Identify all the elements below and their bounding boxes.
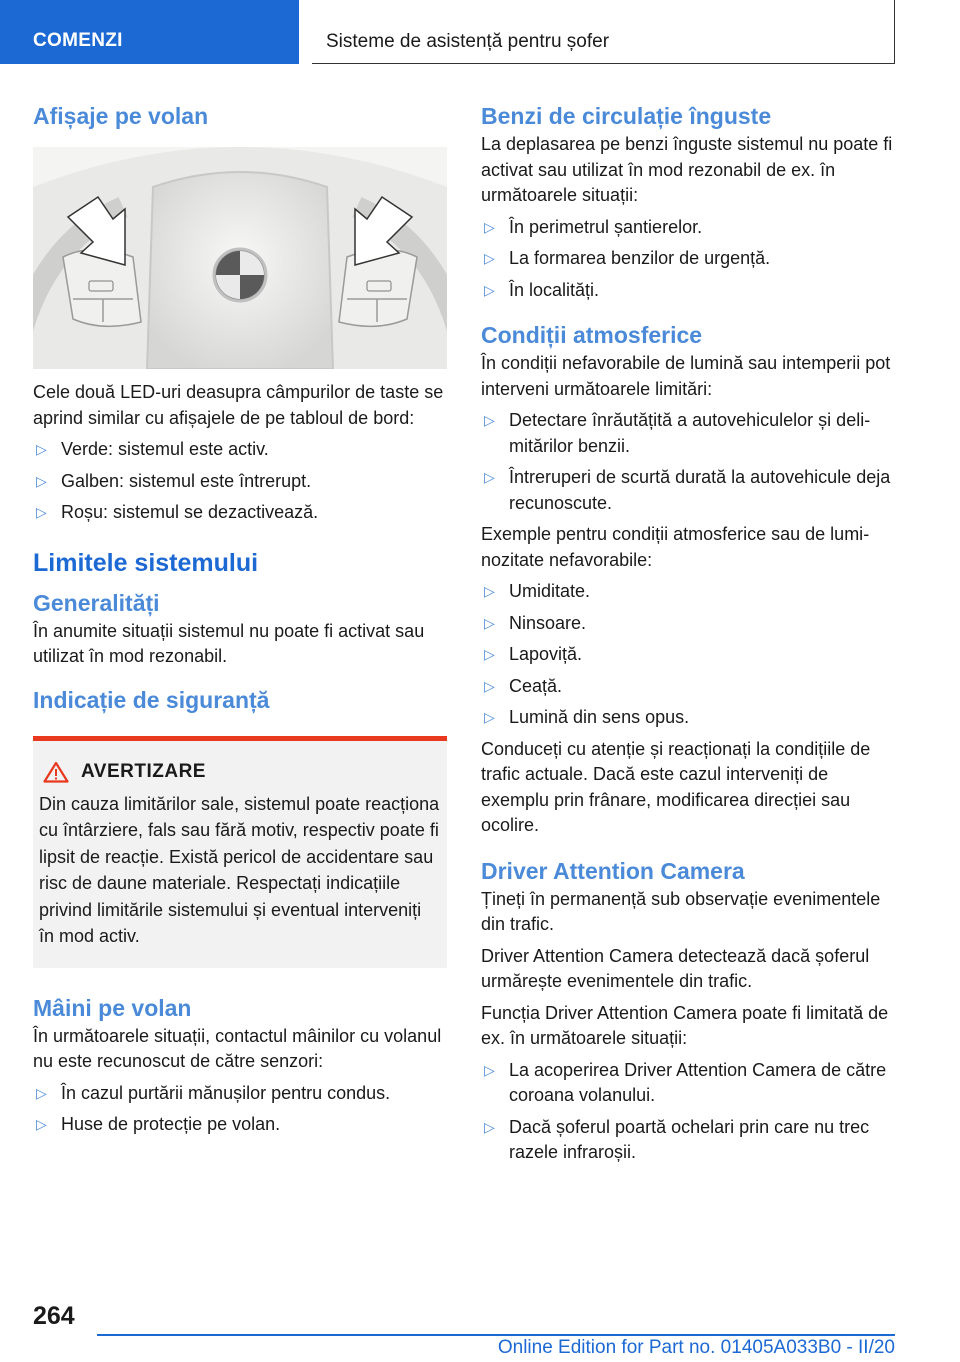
list-item: ▷ Huse de protecție pe volan. (33, 1112, 447, 1138)
list-item: ▷ În perimetrul șantierelor. (481, 215, 895, 241)
list-item: ▷ La acoperirea Driver Attention Camera de către coroana volanului. (484, 1059, 887, 1105)
list-item: ▷ Lapoviță. (481, 642, 895, 668)
paragraph-conduceti: Conduceți cu atenție și reacționați la condițiile de trafic actuale. Dacă este cazul interveniți de exemplu prin frânare, modificarea direcției sau ocolire. (481, 738, 871, 835)
bullet-triangle-icon: ▷ (484, 469, 495, 485)
led-list (33, 437, 447, 526)
paragraph-benzi: La deplasarea pe benzi înguste sistemul nu poate fi activat sau utilizat în mod rezonabil de ex. în următoarele situații: (481, 134, 893, 205)
right-column (481, 100, 895, 1166)
warning-header (39, 761, 441, 783)
heading-afisaje: Afișaje pe volan (33, 103, 209, 129)
list-item: ▷ Lumină din sens opus. (481, 705, 895, 731)
list-item: ▷ Galben: sistemul este întrerupt. (33, 469, 447, 495)
paragraph-camera-3: Funcția Driver Attention Camera poate fi limitată de ex. în următoarele situații: (481, 1002, 889, 1048)
list-item: ▷ Ceață. (481, 674, 895, 700)
paragraph-leds: Cele două LED-uri deasupra câmpurilor de taste se aprind similar cu afișajele de pe tabloul de bord: (33, 382, 444, 428)
bullet-triangle-icon: ▷ (36, 472, 47, 489)
paragraph-maini: În următoarele situații, contactul mâinilor cu volanul nu este recunoscut de către senzori: (33, 1025, 442, 1071)
list-item: ▷ Verde: sistemul este activ. (33, 437, 447, 463)
conditii-list (481, 408, 895, 516)
paragraph-camera-1: Țineți în permanență sub observație evenimentele din trafic. (481, 888, 881, 934)
bullet-triangle-icon: ▷ (36, 504, 47, 520)
list-item: ▷ Întreruperi de scurtă durată la autovehicule deja recunoscute. (484, 467, 891, 513)
heading-limite: Limitele sistemului (33, 548, 259, 577)
warning-triangle-icon (43, 761, 69, 783)
heading-indicatie: Indicație de siguranță (33, 686, 270, 713)
paragraph-conditii: În condiții nefavorabile de lumină sau intemperii pot interveni următoarele limitări: (481, 353, 891, 399)
steering-wheel-illustration (33, 147, 447, 369)
bullet-triangle-icon: ▷ (36, 1084, 47, 1101)
bullet-triangle-icon: ▷ (484, 709, 495, 725)
heading-benzi: Benzi de circulație înguste (481, 103, 772, 129)
heading-maini: Mâini pe volan (33, 994, 192, 1021)
heading-camera: Driver Attention Camera (481, 857, 745, 884)
heading-conditii: Condiții atmosferice (481, 322, 703, 348)
bullet-triangle-icon: ▷ (484, 281, 495, 298)
list-item: ▷ În localități. (481, 278, 895, 304)
bullet-triangle-icon: ▷ (484, 412, 495, 428)
steering-wheel-image (33, 147, 447, 369)
exemple-list (481, 579, 895, 731)
warning-title: AVERTIZARE (81, 760, 206, 782)
list-item: ▷ Umiditate. (481, 579, 895, 605)
left-column (33, 100, 447, 1138)
bullet-triangle-icon: ▷ (484, 583, 495, 599)
list-item: ▷ Detectare înrăutățită a autovehiculelor și delimitărilor benzii. (484, 410, 871, 456)
maini-list (33, 1081, 447, 1138)
bullet-triangle-icon: ▷ (484, 1118, 495, 1135)
bullet-triangle-icon: ▷ (484, 218, 495, 235)
list-item: ▷ Ninsoare. (481, 611, 895, 637)
bullet-triangle-icon: ▷ (484, 677, 495, 694)
paragraph-exemple: Exemple pentru condiții atmosferice sau de luminozitate nefavorabile: (481, 524, 870, 570)
footer-divider (97, 1334, 895, 1336)
bullet-triangle-icon: ▷ (484, 250, 495, 266)
heading-generalitati: Generalități (33, 589, 160, 616)
bullet-triangle-icon: ▷ (484, 1061, 495, 1078)
paragraph-camera-2: Driver Attention Camera detectează dacă șoferul urmărește evenimentele din trafic. (481, 945, 870, 991)
bullet-triangle-icon: ▷ (484, 646, 495, 662)
chapter-header (312, 0, 895, 64)
list-item: ▷ La formarea benzilor de urgență. (481, 246, 895, 272)
list-item: ▷ În cazul purtării mănușilor pentru condus. (33, 1081, 447, 1107)
list-item: ▷ Roșu: sistemul se dezactivează. (33, 500, 447, 526)
section-tab (0, 0, 299, 64)
paragraph-generalitati: În anumite situații sistemul nu poate fi activat sau utilizat în mod rezonabil. (33, 620, 425, 666)
chapter-title: Sisteme de asistență pentru șofer (326, 31, 610, 52)
bullet-triangle-icon: ▷ (36, 1116, 47, 1132)
benzi-list (481, 215, 895, 304)
bullet-triangle-icon: ▷ (36, 441, 47, 457)
list-item: ▷ Dacă șoferul poartă ochelari prin care nu trec razele infraroșii. (484, 1116, 870, 1162)
camera-list (481, 1058, 895, 1166)
warning-text: Din cauza limitărilor sale, sistemul poate reacționa cu întârziere, fals sau fără motiv, respectiv poate fi lipsit de reacție. Există pericol de accidentare sau risc de daune materiale. Respectați indicațiile privind limitările sistemului și eventual interveniți în mod activ. (39, 793, 440, 946)
bullet-triangle-icon: ▷ (484, 614, 495, 631)
footer-edition: Online Edition for Part no. 01405A033B0 - II/20 (497, 1337, 895, 1358)
page-number: 264 (33, 1302, 75, 1330)
warning-box (33, 736, 447, 968)
section-title: COMENZI (33, 30, 123, 51)
